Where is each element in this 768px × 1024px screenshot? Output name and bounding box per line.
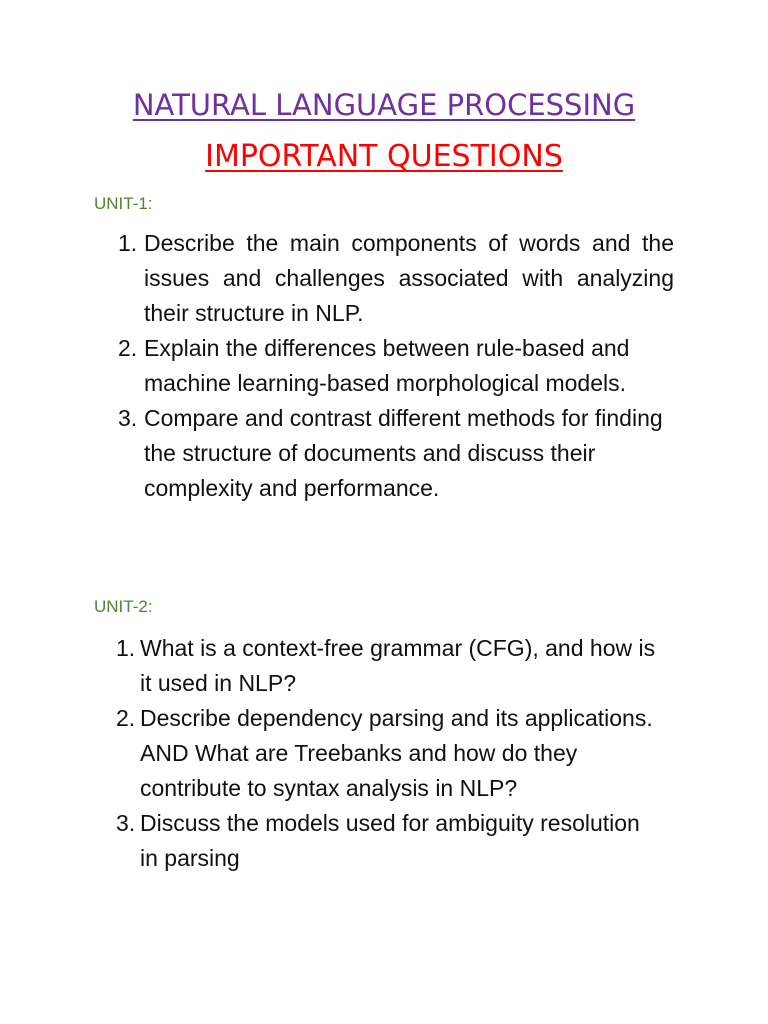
document-title: NATURAL LANGUAGE PROCESSING [132,88,636,122]
unit-2-heading: UNIT-2: [94,597,153,616]
unit-2-question-3 [0,806,660,876]
unit-1-question-3 [0,401,674,506]
question-text: What is a context-free grammar (CFG), and how is it used in NLP? [140,635,656,696]
unit-1-question-2 [0,331,674,401]
question-number: 1. [118,230,138,256]
unit-1-heading: UNIT-1: [94,194,153,213]
question-text: Describe dependency parsing and its applications. AND What are Treebanks and how do they contribute to syntax analysis in NLP? [140,705,653,801]
question-number: 1. [116,635,136,661]
question-text: Discuss the models used for ambiguity resolution in parsing [140,810,640,871]
question-text: Compare and contrast different methods for finding the structure of documents and discuss their complexity and performance. [144,405,663,501]
unit-2-question-1 [0,631,660,701]
unit-1-question-list [0,226,674,506]
unit-2-question-list [0,631,660,876]
unit-2-question-2 [0,701,660,806]
question-number: 2. [118,335,138,361]
question-text: Explain the differences between rule-based and machine learning-based morphological models. [144,335,630,396]
question-number: 2. [116,705,136,731]
document-subtitle: IMPORTANT QUESTIONS [205,139,563,174]
unit-1-question-1 [0,226,674,331]
question-number: 3. [118,405,138,431]
question-number: 3. [116,810,136,836]
question-text: Describe the main components of words and the issues and challenges associated with analyzing their structure in NLP. [144,230,674,326]
